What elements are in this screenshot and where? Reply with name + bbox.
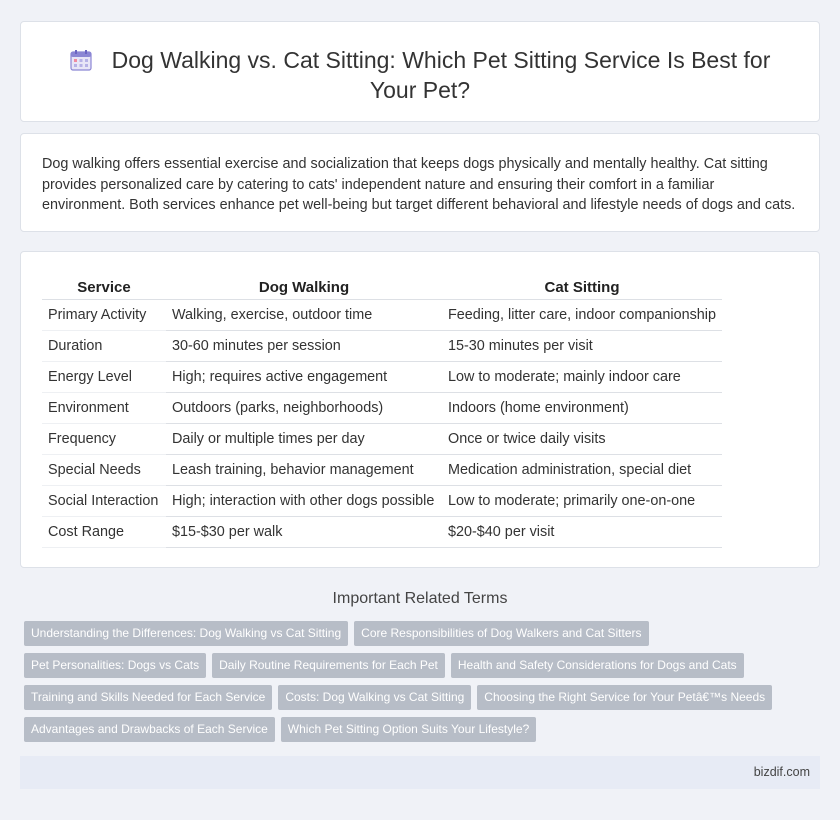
table-cell: Duration bbox=[42, 330, 166, 361]
table-cell: Walking, exercise, outdoor time bbox=[166, 299, 442, 330]
table-row bbox=[42, 392, 722, 423]
related-term-tag[interactable]: Core Responsibilities of Dog Walkers and Cat Sitters bbox=[354, 621, 648, 646]
footer-site-link[interactable]: bizdif.com bbox=[753, 765, 810, 779]
related-term-tag[interactable]: Health and Safety Considerations for Dogs and Cats bbox=[451, 653, 744, 678]
comparison-table bbox=[42, 274, 722, 548]
related-term-tag[interactable]: Daily Routine Requirements for Each Pet bbox=[212, 653, 445, 678]
comparison-table-card bbox=[20, 251, 820, 568]
table-row bbox=[42, 485, 722, 516]
related-terms-tags bbox=[24, 621, 804, 749]
table-row bbox=[42, 516, 722, 547]
table-cell: Leash training, behavior management bbox=[166, 454, 442, 485]
related-term-tag[interactable]: Pet Personalities: Dogs vs Cats bbox=[24, 653, 206, 678]
table-cell: Cost Range bbox=[42, 516, 166, 547]
table-cell: Energy Level bbox=[42, 361, 166, 392]
table-cell: Medication administration, special diet bbox=[442, 454, 722, 485]
footer bbox=[20, 756, 820, 789]
table-cell: 30-60 minutes per session bbox=[166, 330, 442, 361]
table-cell: Primary Activity bbox=[42, 299, 166, 330]
related-term-tag[interactable]: Advantages and Drawbacks of Each Service bbox=[24, 717, 275, 742]
table-cell: Outdoors (parks, neighborhoods) bbox=[166, 392, 442, 423]
related-term-tag[interactable]: Choosing the Right Service for Your Petâ€™s Needs bbox=[477, 685, 772, 710]
header-dog-walking: Dog Walking bbox=[166, 274, 442, 299]
table-cell: Low to moderate; mainly indoor care bbox=[442, 361, 722, 392]
table-cell: Environment bbox=[42, 392, 166, 423]
header-card bbox=[20, 21, 820, 122]
related-term-tag[interactable]: Understanding the Differences: Dog Walking vs Cat Sitting bbox=[24, 621, 348, 646]
table-header-row bbox=[42, 274, 722, 299]
related-term-tag[interactable]: Which Pet Sitting Option Suits Your Lifestyle? bbox=[281, 717, 536, 742]
header-cat-sitting: Cat Sitting bbox=[442, 274, 722, 299]
table-cell: $20-$40 per visit bbox=[442, 516, 722, 547]
table-cell: Indoors (home environment) bbox=[442, 392, 722, 423]
table-cell: High; interaction with other dogs possible bbox=[166, 485, 442, 516]
table-row bbox=[42, 361, 722, 392]
table-cell: Low to moderate; primarily one-on-one bbox=[442, 485, 722, 516]
calendar-icon bbox=[70, 48, 92, 70]
table-cell: Feeding, litter care, indoor companionship bbox=[442, 299, 722, 330]
table-row bbox=[42, 423, 722, 454]
table-cell: 15-30 minutes per visit bbox=[442, 330, 722, 361]
page-title-wrap bbox=[61, 45, 779, 105]
page-title: Dog Walking vs. Cat Sitting: Which Pet Sitting Service Is Best for Your Pet? bbox=[111, 47, 771, 103]
table-cell: $15-$30 per walk bbox=[166, 516, 442, 547]
header-service: Service bbox=[42, 274, 166, 299]
table-cell: Frequency bbox=[42, 423, 166, 454]
table-cell: Daily or multiple times per day bbox=[166, 423, 442, 454]
table-row bbox=[42, 299, 722, 330]
related-term-tag[interactable]: Costs: Dog Walking vs Cat Sitting bbox=[278, 685, 471, 710]
table-row bbox=[42, 454, 722, 485]
related-term-tag[interactable]: Training and Skills Needed for Each Service bbox=[24, 685, 272, 710]
table-cell: High; requires active engagement bbox=[166, 361, 442, 392]
table-cell: Once or twice daily visits bbox=[442, 423, 722, 454]
table-cell: Special Needs bbox=[42, 454, 166, 485]
related-terms-title: Important Related Terms bbox=[332, 590, 508, 607]
summary-card bbox=[20, 133, 820, 232]
table-cell: Social Interaction bbox=[42, 485, 166, 516]
table-row bbox=[42, 330, 722, 361]
summary-text: Dog walking offers essential exercise and socialization that keeps dogs physically and mentally healthy. Cat sitting provides personalized care by catering to cats' independent nature and ensuring their comfort in a familiar environment. Both services enhance pet well-being but target different behavioral and lifestyle needs of dogs and cats. bbox=[42, 156, 796, 213]
